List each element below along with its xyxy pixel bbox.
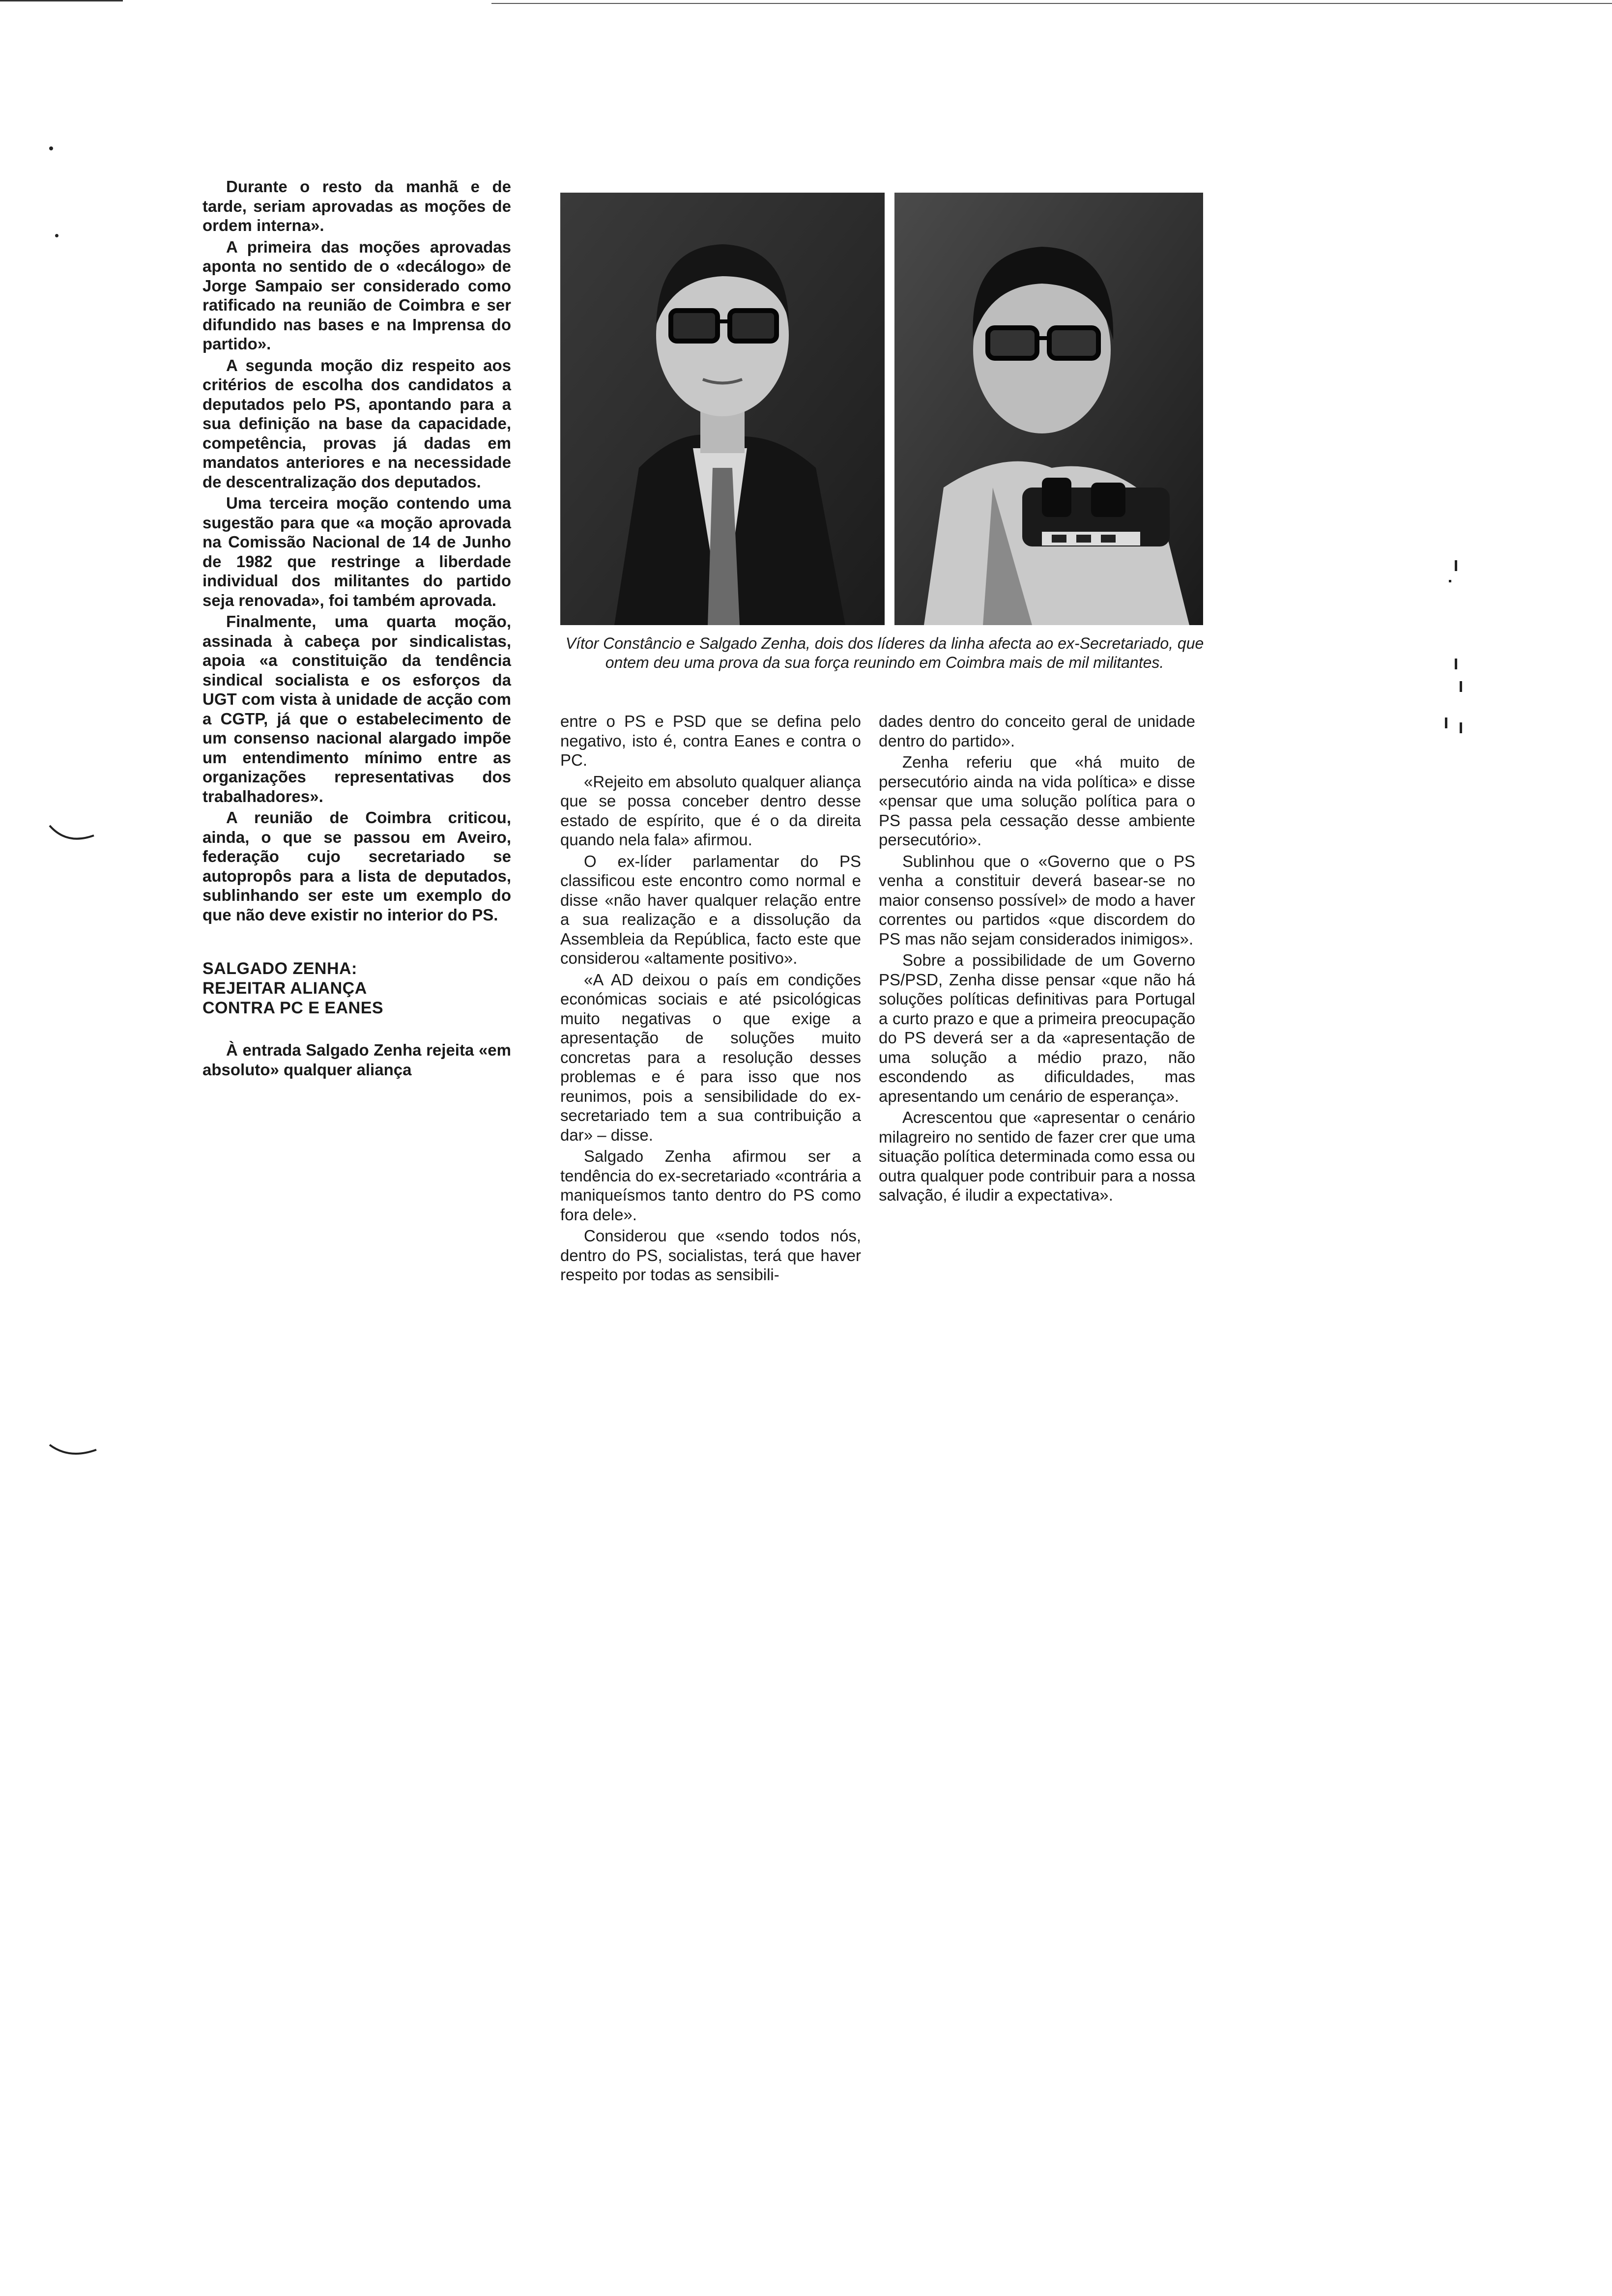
paragraph: Acrescentou que «apresentar o cenário milagreiro no sentido de fazer crer que uma situação política determinada como essa ou outra qualquer pode contribuir para a nossa salvação, é iludir a expectativa».: [879, 1108, 1195, 1204]
paragraph: À entrada Salgado Zenha rejeita «em absoluto» qualquer aliança: [202, 1041, 511, 1079]
scan-edge-line: [0, 0, 123, 1]
photo-vitor-constancio: [560, 193, 885, 625]
paragraph: Uma terceira moção contendo uma sugestão para que «a moção aprovada na Comissão Nacional de 14 de Junho de 1982 que restringe a liberdade individual dos militantes do partido seja renovada», foi também aprovada.: [202, 494, 511, 609]
paragraph: A reunião de Coimbra criticou, ainda, o que se passou em Aveiro, federação cujo secretariado se autopropôs para a lista de deputados, sublinhando ser este um exemplo do que não deve existir no interior do PS.: [202, 808, 511, 924]
paragraph: Zenha referiu que «há muito de persecutório ainda na vida política» e disse «pensar que uma solução política para o PS passa pela cessação desse ambiente persecutório».: [879, 753, 1195, 849]
subheading-line: REJEITAR ALIANÇA: [202, 979, 367, 998]
scan-speck: [55, 234, 58, 237]
scan-speck: [1460, 681, 1462, 692]
scan-curve-mark: [47, 1425, 101, 1464]
scan-curve-mark: [47, 816, 101, 855]
paragraph: dades dentro do conceito geral de unidade dentro do partido».: [879, 712, 1195, 750]
paragraph: entre o PS e PSD que se defina pelo negativo, isto é, contra Eanes e contra o PC.: [560, 712, 861, 769]
paragraph: Sublinhou que o «Governo que o PS venha a constituir deverá basear-se no maior consenso possível» de modo a haver correntes ou partidos «que discordem do PS mas não sejam considerados inimigos».: [879, 852, 1195, 948]
paragraph: Finalmente, uma quarta moção, assinada à cabeça por sindicalistas, apoia «a constituição da tendência sindical socialista e os esforços da UGT com vista à unidade de acção com a CGTP, já que o estabelecimento de um consenso nacional alargado impõe um entendimento mínimo entre as organizações representativas dos trabalhadores».: [202, 612, 511, 805]
article-column-1: [202, 177, 511, 1079]
paragraph: A primeira das moções aprovadas aponta no sentido de o «decálogo» de Jorge Sampaio ser considerado como ratificado na reunião de Coimbra e ser difundido nas bases e na Imprensa do partido».: [202, 237, 511, 353]
paragraph: Considerou que «sendo todos nós, dentro do PS, socialistas, terá que haver respeito por todas as sensibili-: [560, 1227, 861, 1284]
paragraph: Sobre a possibilidade de um Governo PS/PSD, Zenha disse pensar «que não há soluções políticas definitivas para Portugal a curto prazo e que a primeira preocupação do PS deverá ser a da «apresentação de uma solução a médio prazo, não escondendo as dificuldades, mas apresentando um cenário de esperança».: [879, 951, 1195, 1105]
paragraph: Durante o resto da manhã e de tarde, seriam aprovadas as moções de ordem interna».: [202, 177, 511, 234]
scan-edge-line: [491, 3, 1612, 4]
paragraph: Salgado Zenha afirmou ser a tendência do ex-secretariado «contrária a maniqueísmos tanto dentro do PS como fora dele».: [560, 1147, 861, 1224]
photo-salgado-zenha: [894, 193, 1203, 625]
subheading-line: SALGADO ZENHA:: [202, 959, 357, 978]
paragraph: O ex-líder parlamentar do PS classificou este encontro como normal e disse «não haver qualquer relação entre a sua realização e a dissolução da Assembleia da República, facto este que considerou «altamente positivo».: [560, 852, 861, 967]
subheading-line: CONTRA PC E EANES: [202, 999, 384, 1017]
article-column-3: [879, 712, 1195, 1205]
scan-speck: [1445, 718, 1447, 728]
scan-speck: [1460, 722, 1462, 733]
scan-speck: [1449, 580, 1451, 582]
article-column-2: [560, 712, 861, 1285]
paragraph: «Rejeito em absoluto qualquer aliança que se possa conceber dentro desse estado de espírito, que é o da direita quando nela fala» afirmou.: [560, 772, 861, 849]
scan-speck: [1455, 560, 1457, 571]
paragraph: A segunda moção diz respeito aos critérios de escolha dos candidatos a deputados pelo PS, apontando para a sua definição na base da capacidade, competência, provas já dadas em mandatos anteriores e na necessidade de descentralização dos deputados.: [202, 356, 511, 491]
scan-speck: [1455, 659, 1457, 669]
photo-caption: Vítor Constâncio e Salgado Zenha, dois dos líderes da linha afecta ao ex-Secretariado, que ontem deu uma prova da sua força reunindo em Coimbra mais de mil militantes.: [565, 634, 1204, 671]
paragraph: «A AD deixou o país em condições económicas sociais e até psicológicas muito negativas o que exige a apresentação de soluções muito concretas para a resolução desses problemas e é para isso que nos reunimos, pois a sensibilidade do ex-secretariado tem a sua contribuição a dar» – disse.: [560, 970, 861, 1144]
section-subheading: [202, 959, 511, 1018]
scan-speck: [49, 146, 53, 150]
